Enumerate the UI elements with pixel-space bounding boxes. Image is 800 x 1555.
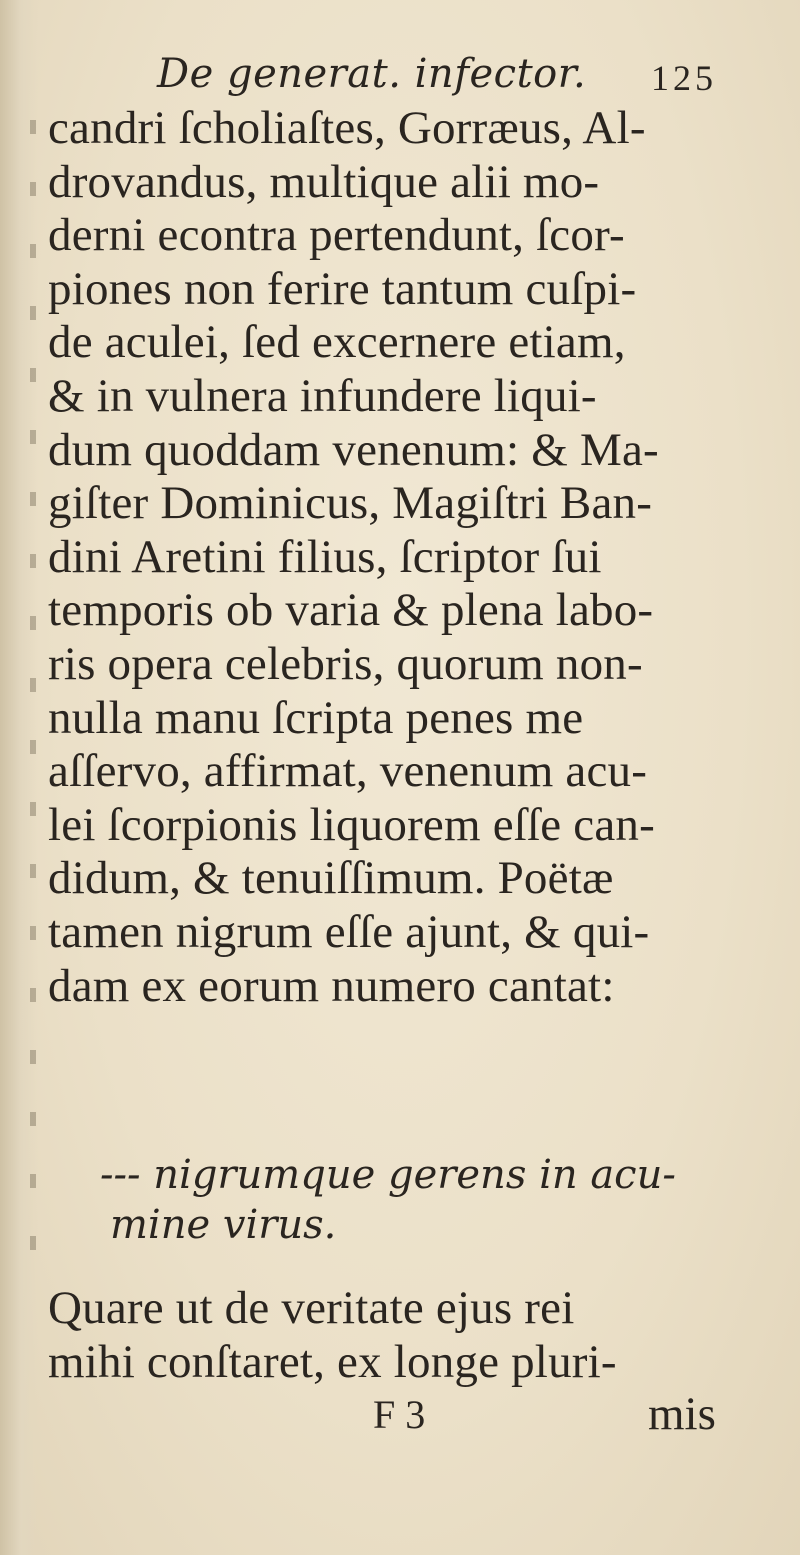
page-number: 125 (651, 58, 717, 98)
text-line: de aculei, ſed excernere etiam, (48, 316, 626, 369)
catchword: mis (648, 1388, 716, 1440)
text-line: drovandus, multique alii mo- (48, 155, 600, 208)
text-line: mihi conſtaret, ex longe pluri- (48, 1335, 617, 1388)
text-line: dum quoddam venenum: & Ma- (48, 423, 659, 476)
verse-quote (100, 1150, 740, 1250)
text-line: dini Aretini filius, ſcriptor ſui (48, 530, 602, 583)
text-line: dam ex eorum numero cantat: (48, 959, 615, 1012)
running-title: De generat. infector. (157, 51, 587, 97)
body-text (48, 102, 758, 1013)
text-line: candri ſcholiaſtes, Gorræus, Al- (48, 102, 646, 154)
signature-mark: F 3 (373, 1392, 426, 1437)
text-line: temporis ob varia & plena labo- (48, 584, 654, 637)
text-line: nulla manu ſcripta penes me (48, 691, 584, 744)
text-line: tamen nigrum eſſe ajunt, & qui- (48, 905, 650, 958)
text-line: aſſervo, affirmat, venenum acu- (48, 745, 648, 798)
text-line: derni econtra pertendunt, ſcor- (48, 209, 625, 262)
body-text-continued (48, 1282, 758, 1389)
text-line: & in vulnera infundere liqui- (48, 369, 597, 422)
text-line: didum, & tenuiſſimum. Poëtæ (48, 852, 614, 905)
text-line: lei ſcorpionis liquorem eſſe can- (48, 798, 655, 851)
text-line: Quare ut de veritate ejus rei (48, 1282, 575, 1334)
text-line: piones non ferire tantum cuſpi- (48, 262, 637, 315)
text-line: ris opera celebris, quorum non- (48, 637, 643, 690)
text-line: giſter Dominicus, Magiſtri Ban- (48, 477, 653, 530)
running-head (157, 46, 717, 102)
page-footer (48, 1388, 758, 1442)
quote-line: --- nigrumque gerens in acu- (100, 1152, 676, 1198)
quote-line: mine virus. (110, 1202, 337, 1248)
gutter-shadow-marks (30, 120, 36, 1270)
